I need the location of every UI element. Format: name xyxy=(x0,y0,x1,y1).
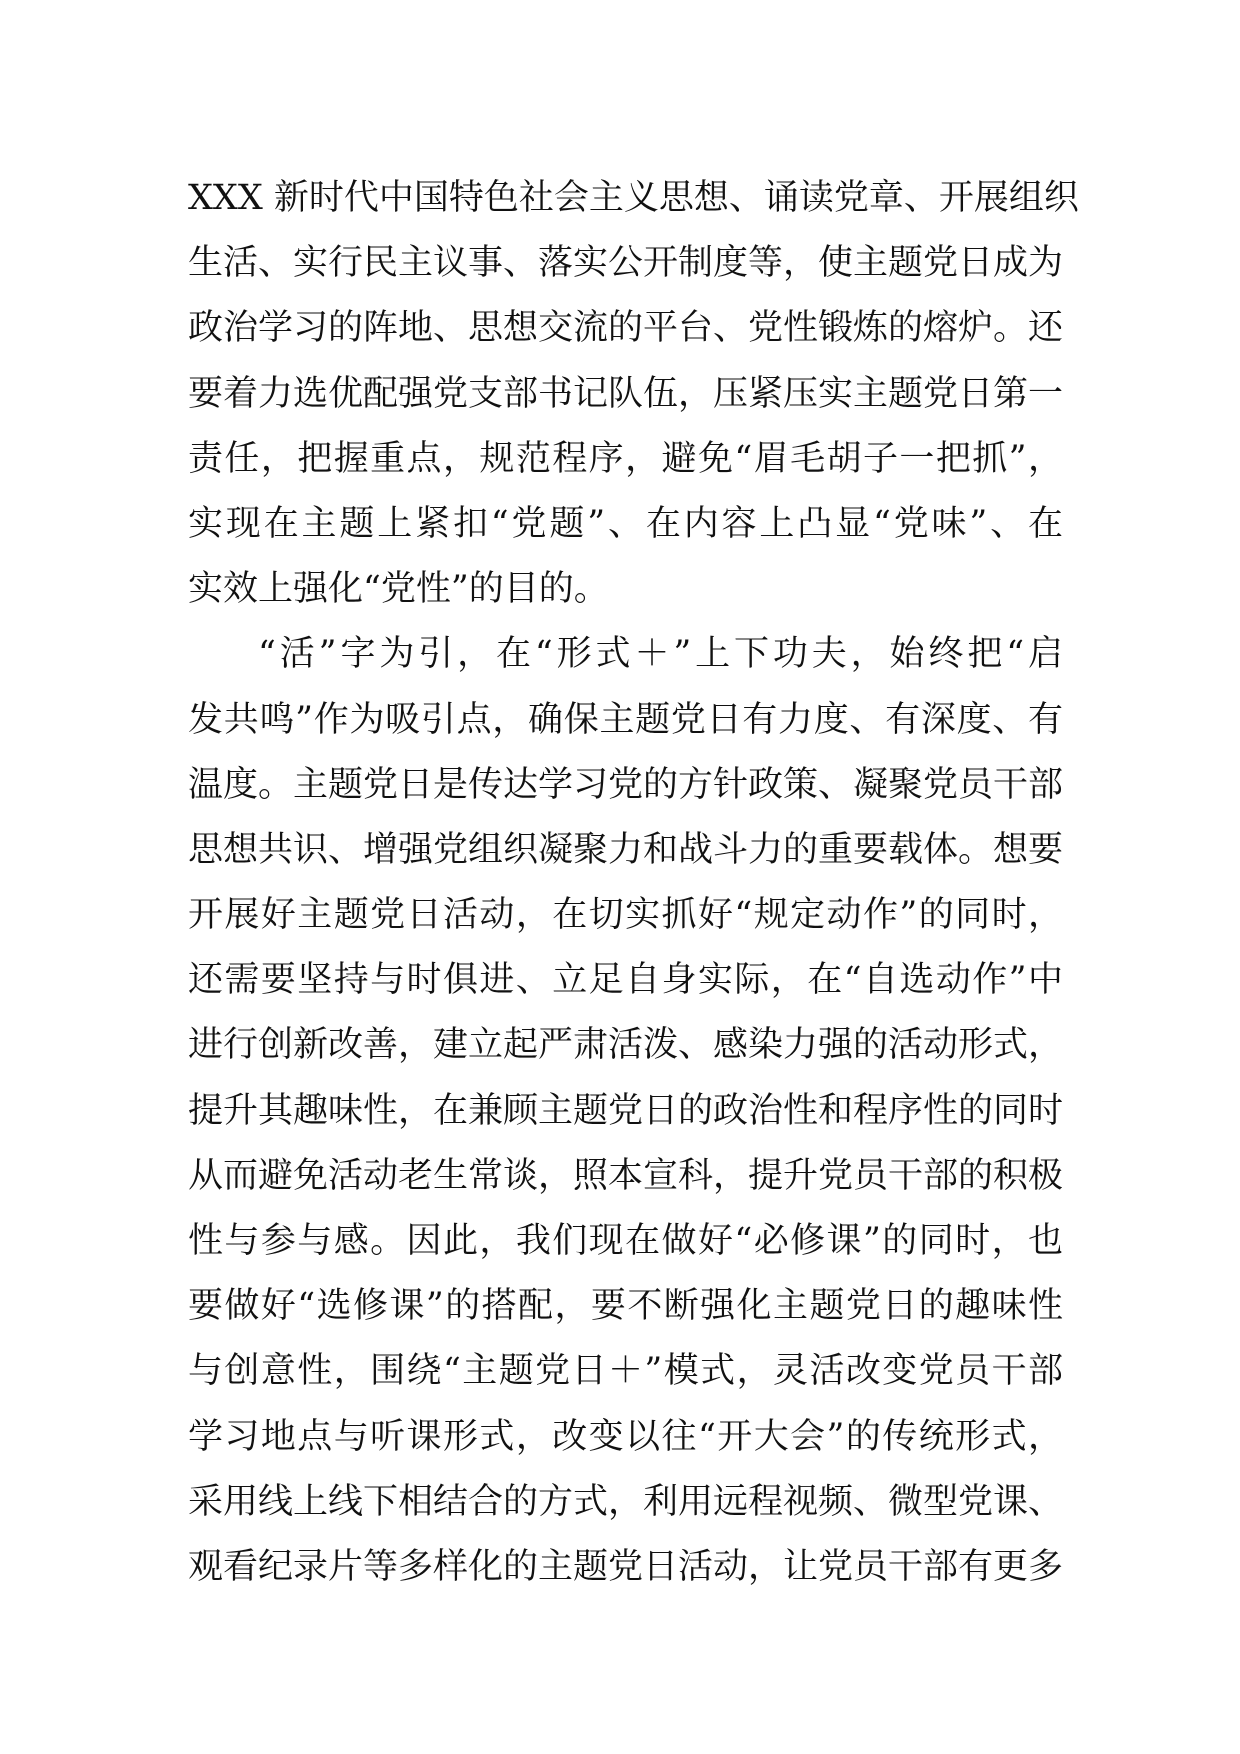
text-line: 政治学习的阵地、思想交流的平台、党性锻炼的熔炉。还 xyxy=(188,308,1064,349)
text-line: 要着力选优配强党支部书记队伍，压紧压实主题党日第一 xyxy=(188,373,1064,414)
text-line: 温度。主题党日是传达学习党的方针政策、凝聚党员干部 xyxy=(188,764,1064,805)
text-line: 开展好主题党日活动，在切实抓好“规定动作”的同时， xyxy=(188,895,1063,936)
text-line: 从而避免活动老生常谈，照本宣科，提升党员干部的积极 xyxy=(188,1155,1064,1196)
text-line: 性与参与感。因此，我们现在做好“必修课”的同时，也 xyxy=(188,1221,1063,1261)
text-line: 还需要坚持与时俱进、立足自身实际，在“自选动作”中 xyxy=(188,960,1063,1001)
text-line: XXX 新时代中国特色社会主义思想、诵读党章、开展组织 xyxy=(188,178,1079,218)
text-line: 实现在主题上紧扣“党题”、在内容上凸显“党味”、在 xyxy=(188,503,1063,544)
text-line: 进行创新改善，建立起严肃活泼、感染力强的活动形式， xyxy=(188,1025,1064,1066)
text-line: 采用线上线下相结合的方式，利用远程视频、微型党课、 xyxy=(188,1481,1064,1522)
text-line: 责任，把握重点，规范程序，避免“眉毛胡子一把抓”， xyxy=(188,438,1063,479)
text-line: 思想共识、增强党组织凝聚力和战斗力的重要载体。想要 xyxy=(188,829,1064,870)
text-line: 观看纪录片等多样化的主题党日活动，让党员干部有更多 xyxy=(188,1546,1064,1587)
text-line: 要做好“选修课”的搭配，要不断强化主题党日的趣味性 xyxy=(188,1286,1063,1327)
body-text xyxy=(188,166,1079,1600)
paragraph-end-line: 实效上强化“党性”的目的。 xyxy=(188,569,609,610)
text-line: 发共鸣”作为吸引点，确保主题党日有力度、有深度、有 xyxy=(188,699,1063,740)
text-line: 生活、实行民主议事、落实公开制度等，使主题党日成为 xyxy=(188,243,1064,284)
text-line: 学习地点与听课形式，改变以往“开大会”的传统形式， xyxy=(188,1416,1063,1457)
paragraph-first-line: “活”字为引，在“形式＋”上下功夫，始终把“启 xyxy=(258,634,1063,675)
text-line: 提升其趣味性，在兼顾主题党日的政治性和程序性的同时 xyxy=(188,1090,1064,1131)
text-line: 与创意性，围绕“主题党日＋”模式，灵活改变党员干部 xyxy=(188,1351,1063,1392)
